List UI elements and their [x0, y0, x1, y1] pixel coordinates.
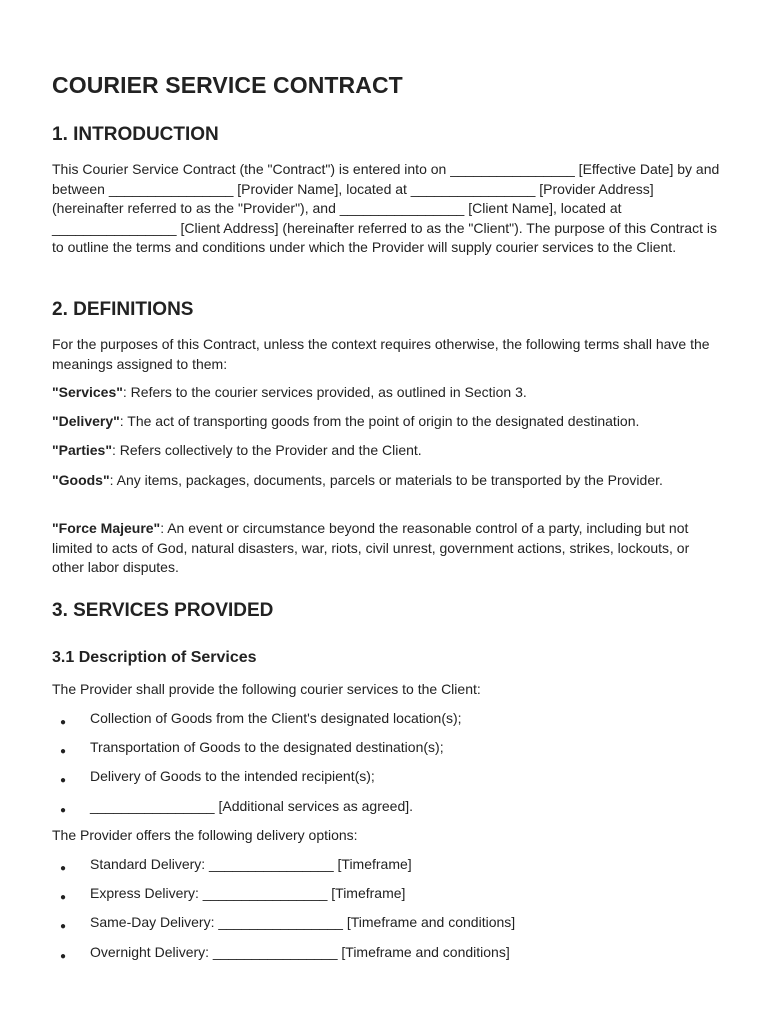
bullet-icon: ●	[60, 775, 67, 787]
list-item: ● Standard Delivery: ________________ [Timeframe]	[52, 855, 724, 884]
services-list	[52, 709, 724, 826]
section-heading-services-provided: 3. SERVICES PROVIDED	[52, 600, 274, 621]
subsection-heading-description: 3.1 Description of Services	[52, 649, 257, 666]
list-item: ● Same-Day Delivery: ________________ [Timeframe and conditions]	[52, 913, 724, 942]
bullet-icon: ●	[60, 950, 67, 962]
document-title: COURIER SERVICE CONTRACT	[52, 72, 403, 98]
definition-text: : The act of transporting goods from the point of origin to the designated destination.	[119, 413, 640, 429]
section-heading-definitions: 2. DEFINITIONS	[52, 299, 194, 320]
list-item: ● Delivery of Goods to the intended recipient(s);	[52, 767, 724, 796]
bullet-icon: ●	[60, 921, 67, 933]
definition-term: "Services"	[52, 384, 123, 400]
definition-parties	[52, 441, 724, 461]
definition-text: : Refers collectively to the Provider and the Client.	[111, 442, 422, 458]
definition-delivery	[52, 412, 724, 432]
definition-term: "Parties"	[52, 442, 112, 458]
bullet-icon: ●	[60, 746, 67, 758]
introduction-paragraph: This Courier Service Contract (the "Contract") is entered into on ________________ [Effective Date] by and between ________________ [Provider Name], located at ________________ [Provider Address] (hereinafter referred to as the "Provider"), and ________________ [Client Name], located at ________________ [Client Address] (hereinafter referred to as the "Client"). The purpose of this Contract is to outline the terms and conditions under which the Provider will supply courier services to the Client.	[52, 161, 720, 255]
list-item: ● Transportation of Goods to the designated destination(s);	[52, 738, 724, 767]
definition-text: : Refers to the courier services provided, as outlined in Section 3.	[122, 384, 527, 400]
services-lead: The Provider shall provide the following courier services to the Client:	[52, 681, 481, 697]
delivery-options-lead: The Provider offers the following delivery options:	[52, 827, 358, 843]
list-item: ● Collection of Goods from the Client's designated location(s);	[52, 709, 724, 738]
list-item: ● Overnight Delivery: ________________ [Timeframe and conditions]	[52, 943, 724, 972]
definition-goods	[52, 471, 724, 491]
list-item: ● ________________ [Additional services as agreed].	[52, 797, 724, 826]
bullet-icon: ●	[60, 717, 67, 728]
delivery-options-list	[52, 855, 724, 972]
list-item: ● Express Delivery: ________________ [Timeframe]	[52, 884, 724, 913]
bullet-icon: ●	[60, 804, 67, 816]
definition-services	[52, 383, 724, 403]
definition-text: : An event or circumstance beyond the reasonable control of a party, including but not limited to acts of God, natural disasters, war, riots, civil unrest, government actions, strikes, lockouts, or other labor disputes.	[52, 520, 690, 575]
bullet-icon: ●	[60, 892, 67, 904]
definition-force-majeure	[52, 519, 724, 578]
definition-term: "Force Majeure"	[52, 520, 161, 536]
definition-term: "Goods"	[52, 472, 110, 488]
definition-term: "Delivery"	[52, 413, 120, 429]
definition-text: : Any items, packages, documents, parcels or materials to be transported by the Provider.	[109, 472, 663, 488]
bullet-icon: ●	[60, 863, 67, 874]
definitions-lead: For the purposes of this Contract, unless the context requires otherwise, the following terms shall have the meanings assigned to them:	[52, 336, 710, 372]
section-heading-introduction: 1. INTRODUCTION	[52, 124, 219, 145]
